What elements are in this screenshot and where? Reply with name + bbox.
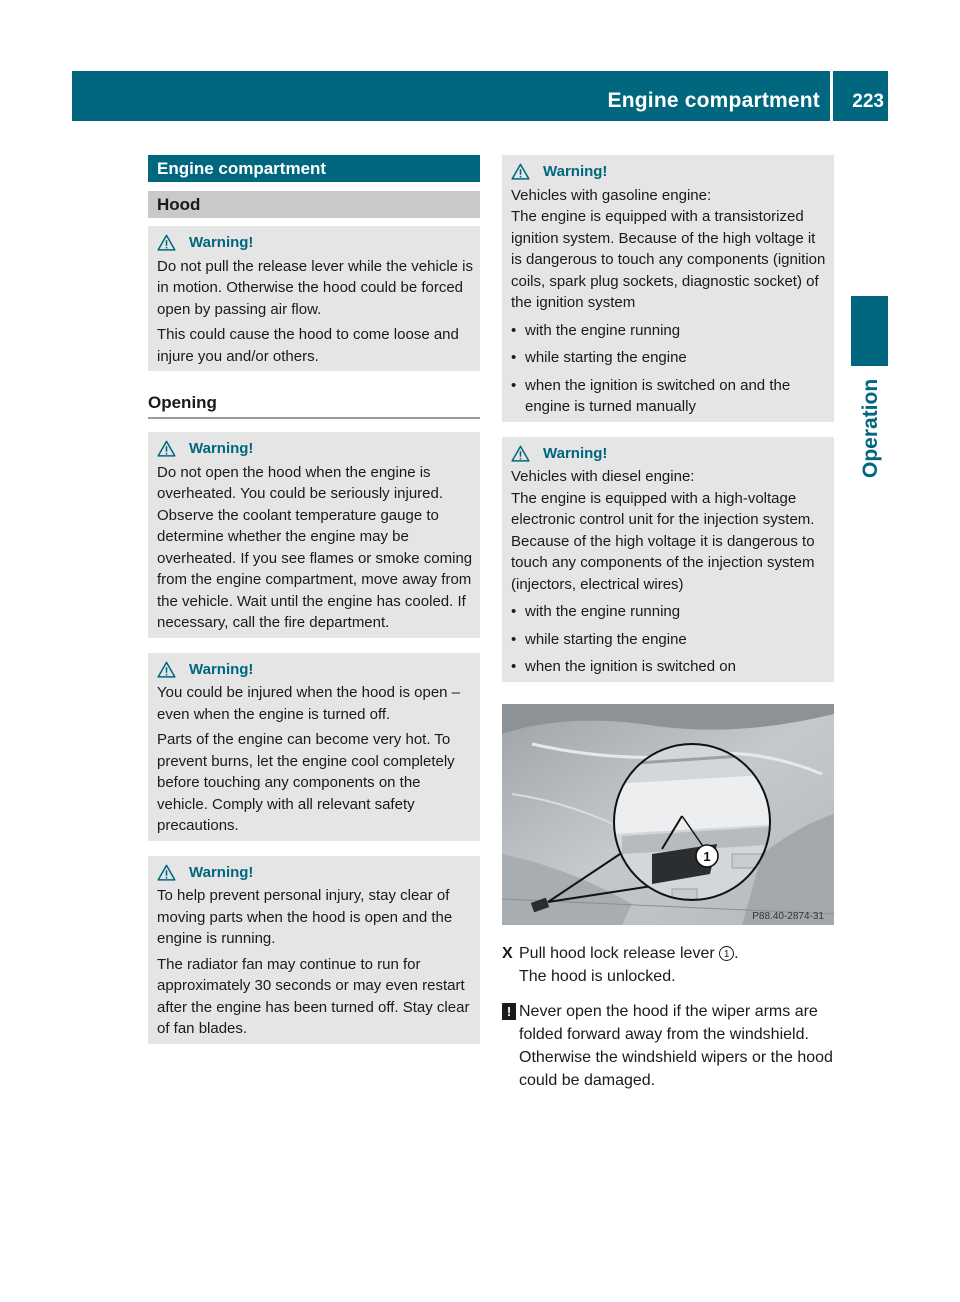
page-number: 223 <box>852 91 884 112</box>
warning-header <box>157 232 474 254</box>
callout-number: 1 <box>703 848 711 864</box>
warning-triangle-icon <box>511 445 530 462</box>
side-tab-label: Operation <box>859 378 882 478</box>
warning-text: Vehicles with diesel engine: <box>511 468 695 485</box>
warning-text: The engine is equipped with a high-voltage electronic control unit for the injection system. Because of the high voltage it is dangerous to touch any components of the injection system (injectors, electrical wires) <box>511 489 815 593</box>
warning-label: Warning! <box>189 234 254 251</box>
warning-header <box>511 443 828 465</box>
callout-reference: 1 <box>719 946 734 961</box>
warning-text: To help prevent personal injury, stay clear of moving parts when the hood is open and the engine is running. <box>157 887 453 947</box>
instruction-step <box>502 942 834 988</box>
warning-text: Parts of the engine can become very hot. To prevent burns, let the engine cool completely before touching any components on the vehicle. Comply with all relevant safety precautions. <box>157 731 455 834</box>
warning-text: Do not open the hood when the engine is overheated. You could be seriously injured. Observe the coolant temperature gauge to determine whether the engine may be overheated. If you see flames or smoke coming from the engine compartment, move away from the vehicle. Wait until the engine has cooled. If necessary, call the fire department. <box>157 463 473 631</box>
list-item: • when the ignition is switched on <box>511 656 828 678</box>
warning-text: You could be injured when the hood is open – even when the engine is turned off. <box>157 684 461 723</box>
list-item: • while starting the engine <box>511 629 828 651</box>
warning-text: The radiator fan may continue to run for approximately 30 seconds or may even restart after the engine has been turned off. Stay clear of fan blades. <box>157 955 470 1037</box>
list-item: • with the engine running <box>511 601 828 623</box>
step-marker: X <box>502 944 513 962</box>
warning-label: Warning! <box>189 660 254 678</box>
figure-code: P88.40-2874-31 <box>752 910 824 922</box>
step-body <box>519 942 739 988</box>
side-tab-marker <box>851 296 888 366</box>
warning-header <box>511 161 828 183</box>
warning-box <box>148 653 480 841</box>
warning-text: This could cause the hood to come loose and injure you and/or others. <box>157 326 459 365</box>
warning-label: Warning! <box>543 444 608 462</box>
header-separator <box>830 71 833 121</box>
list-item-text: when the ignition is switched on and the engine is turned manually <box>525 376 791 415</box>
list-item-text: while starting the engine <box>525 349 687 366</box>
warning-triangle-icon <box>157 661 176 678</box>
list-item: • with the engine running <box>511 320 828 342</box>
warning-triangle-icon <box>157 440 176 457</box>
step-end: . <box>734 944 739 962</box>
hood-release-lever-figure <box>502 704 834 925</box>
warning-box <box>502 155 834 422</box>
warning-triangle-icon <box>511 163 530 180</box>
warning-header <box>157 659 474 681</box>
warning-text: Do not pull the release lever while the vehicle is in motion. Otherwise the hood could be forced open by passing air flow. <box>157 257 474 318</box>
warning-triangle-icon <box>157 864 176 881</box>
left-column <box>148 155 480 1044</box>
subsection-title: Hood <box>148 191 480 218</box>
step-text: Pull hood lock release lever <box>519 944 715 962</box>
warning-text: The engine is equipped with a transistorized ignition system. Because of the high voltage it is dangerous to touch any components (ignition coils, spark plug sockets, diagnostic socket) of the ignition system <box>511 208 826 311</box>
list-item: • when the ignition is switched on and the engine is turned manually <box>511 375 828 418</box>
warning-label: Warning! <box>189 440 254 457</box>
warning-box <box>502 437 834 682</box>
warning-box <box>148 856 480 1044</box>
right-column <box>502 155 834 1092</box>
list-item-text: while starting the engine <box>525 630 687 648</box>
warning-text: Vehicles with gasoline engine: <box>511 186 712 204</box>
warning-triangle-icon <box>157 234 176 251</box>
note <box>502 1000 834 1092</box>
exclamation-icon: ! <box>502 1000 519 1092</box>
warning-header <box>157 862 474 884</box>
note-text: Never open the hood if the wiper arms are folded forward away from the windshield. Otherwise the windshield wipers or the hood could be damaged. <box>519 1002 833 1089</box>
page-header <box>72 71 888 121</box>
list-item-text: when the ignition is switched on <box>525 658 736 675</box>
hood-release-lever-illustration <box>502 704 834 925</box>
warning-label: Warning! <box>543 163 608 180</box>
header-title: Engine compartment <box>607 89 820 112</box>
list-item-text: with the engine running <box>525 603 681 620</box>
section-title: Engine compartment <box>148 155 480 182</box>
warning-header <box>157 438 474 460</box>
step-result: The hood is unlocked. <box>519 967 676 985</box>
opening-heading: Opening <box>148 393 480 419</box>
list-item-text: with the engine running <box>525 321 681 339</box>
warning-label: Warning! <box>189 863 254 881</box>
warning-box <box>148 226 480 371</box>
warning-box <box>148 432 480 638</box>
list-item: • while starting the engine <box>511 347 828 369</box>
